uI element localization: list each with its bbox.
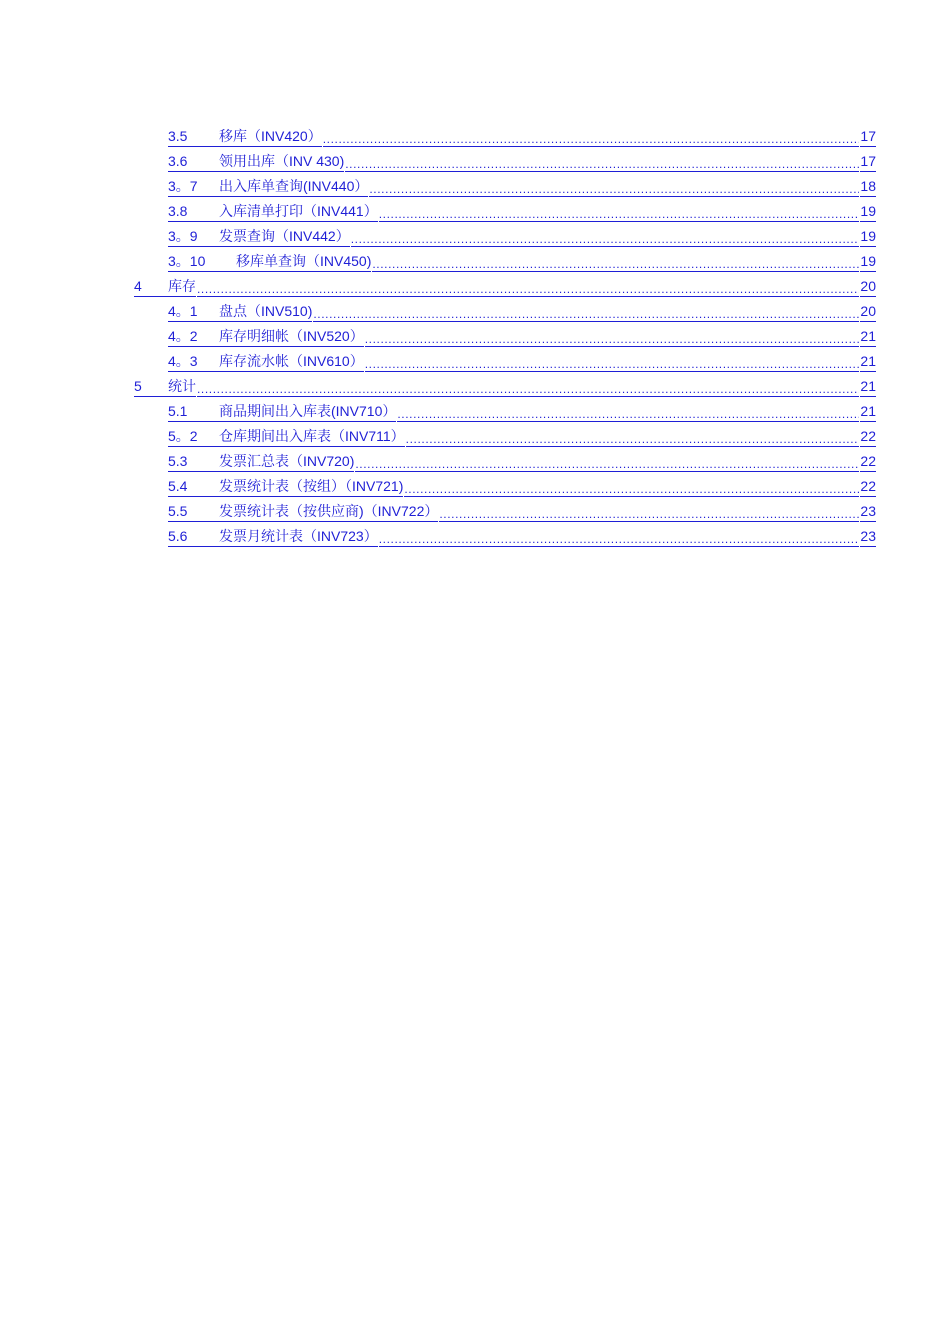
toc-entry-number: 4。1 [168,302,219,322]
toc-entry-title: 库存流水帐（INV610） [219,352,364,372]
toc-entry-number: 3。10 [168,252,236,272]
toc-entry-title: 库存 [168,277,196,297]
toc-entry-number: 5.3 [168,452,219,472]
toc-entry-page: 21 [860,377,876,397]
dot-leader [355,452,859,472]
toc-entry-3-10[interactable] [168,250,876,272]
toc-entry-number: 5.6 [168,527,219,547]
toc-entry-5-1[interactable] [168,400,876,422]
toc-entry-4-3[interactable] [168,350,876,372]
toc-entry-page: 22 [860,452,876,472]
dot-leader [197,277,859,297]
dot-leader [372,252,859,272]
toc-entry-number: 4。3 [168,352,219,372]
toc-entry-3-9[interactable] [168,225,876,247]
dot-leader [379,202,860,222]
toc-entry-number: 3.5 [168,127,219,147]
dot-leader [439,502,859,522]
toc-entry-page: 19 [860,227,876,247]
toc-entry-title: 商品期间出入库表(INV710） [219,402,396,422]
toc-entry-page: 22 [860,427,876,447]
dot-leader [406,427,860,447]
toc-entry-title: 库存明细帐（INV520） [219,327,364,347]
toc-entry-number: 5.5 [168,502,219,522]
dot-leader [365,352,860,372]
dot-leader [379,527,860,547]
toc-entry-number: 5 [134,377,168,397]
toc-entry-3-5[interactable] [168,125,876,147]
toc-entry-3-8[interactable] [168,200,876,222]
toc-entry-title: 发票汇总表（INV720) [219,452,354,472]
toc-entry-number: 3.8 [168,202,219,222]
toc-entry-page: 23 [860,527,876,547]
toc-entry-5-3[interactable] [168,450,876,472]
dot-leader [323,127,860,147]
toc-entry-title: 发票统计表（按组）（INV721) [219,477,403,497]
toc-entry-page: 19 [860,202,876,222]
toc-entry-page: 17 [860,127,876,147]
toc-entry-title: 出入库单查询(INV440） [219,177,368,197]
toc-entry-title: 发票查询（INV442） [219,227,350,247]
dot-leader [365,327,860,347]
toc-entry-4[interactable] [134,275,876,297]
toc-entry-title: 盘点（INV510) [219,302,312,322]
toc-entry-title: 发票月统计表（INV723） [219,527,378,547]
dot-leader [404,477,859,497]
toc-entry-number: 4 [134,277,168,297]
toc-entry-title: 发票统计表（按供应商)（INV722） [219,502,438,522]
toc-entry-3-6[interactable] [168,150,876,172]
dot-leader [397,402,859,422]
toc-entry-number: 5。2 [168,427,219,447]
toc-entry-page: 17 [860,152,876,172]
toc-entry-title: 统计 [168,377,196,397]
toc-entry-5-5[interactable] [168,500,876,522]
toc-entry-number: 5.1 [168,402,219,422]
toc-entry-4-2[interactable] [168,325,876,347]
toc-entry-page: 21 [860,402,876,422]
dot-leader [197,377,859,397]
toc-entry-title: 仓库期间出入库表（INV711） [219,427,405,447]
toc-entry-page: 20 [860,277,876,297]
toc-entry-page: 22 [860,477,876,497]
toc-entry-5-4[interactable] [168,475,876,497]
toc-entry-4-1[interactable] [168,300,876,322]
toc-entry-page: 21 [860,352,876,372]
toc-entry-page: 19 [860,252,876,272]
toc-entry-page: 23 [860,502,876,522]
toc-entry-5-2[interactable] [168,425,876,447]
toc-entry-5[interactable] [134,375,876,397]
toc-entry-title: 移库单查询（INV450) [236,252,371,272]
toc-entry-number: 3。9 [168,227,219,247]
toc-entry-number: 3。7 [168,177,219,197]
toc-entry-number: 4。2 [168,327,219,347]
toc-entry-title: 入库清单打印（INV441） [219,202,378,222]
toc-entry-5-6[interactable] [168,525,876,547]
toc-entry-title: 移库（INV420） [219,127,322,147]
toc-entry-page: 20 [860,302,876,322]
toc-entry-page: 21 [860,327,876,347]
toc-entry-number: 5.4 [168,477,219,497]
dot-leader [369,177,859,197]
toc-entry-title: 领用出库（INV 430) [219,152,344,172]
dot-leader [345,152,859,172]
toc-entry-3-7[interactable] [168,175,876,197]
toc-entry-number: 3.6 [168,152,219,172]
dot-leader [351,227,860,247]
dot-leader [313,302,859,322]
toc-entry-page: 18 [860,177,876,197]
